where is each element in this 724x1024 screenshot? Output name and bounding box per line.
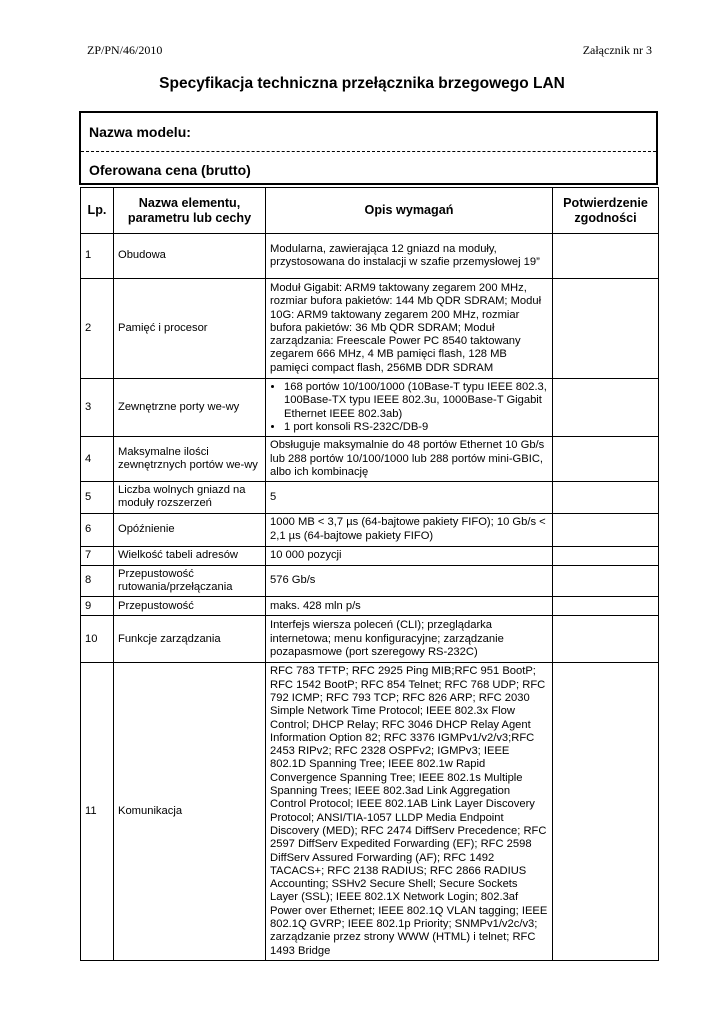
row-description: Interfejs wiersza poleceń (CLI); przeglądarka internetowa; menu konfiguracyjne; zarządzanie pozapasmowe (port szeregowy RS-232C) [266,616,553,663]
row-description: RFC 783 TFTP; RFC 2925 Ping MIB;RFC 951 BootP; RFC 1542 BootP; RFC 854 Telnet; RFC 768 UDP; RFC 792 ICMP; RFC 793 TCP; RFC 826 ARP; RFC 2030 Simple Network Time Protocol; IEEE 802.3x Flow Control; DHCP Relay; RFC 3046 DHCP Relay Agent Information Option 82; RFC 3376 IGMPv1/v2/v3;RFC 2453 RIPv2; RFC 2328 OSPFv2; IGMPv3; IEEE 802.1D Spanning Tree; IEEE 802.1w Rapid Convergence Spanning Tree; IEEE 802.1s Multiple Spanning Trees; IEEE 802.3ad Link Aggregation Control Protocol; IEEE 802.1AB Link Layer Discovery Protocol; ANSI/TIA-1057 LLDP Media Endpoint Discovery (MED); RFC 2474 DiffServ Precedence; RFC 2597 DiffServ Expedited Forwarding (EF); RFC 2598 DiffServ Assured Forwarding (AF); RFC 1492 TACACS+; RFC 2138 RADIUS; RFC 2866 RADIUS Accounting; SSHv2 Secure Shell; Secure Sockets Layer (SSL); IEEE 802.1X Network Login; 802.3af Power over Ethernet; IEEE 802.1Q VLAN tagging; IEEE 802.1Q GVRP; IEEE 802.1p Priority; SNMPv1/v2c/v3; zarządzanie przez strony WWW (HTML) i telnet; RFC 1493 Bridge [266,663,553,961]
table-row [81,616,659,663]
row-number: 1 [81,234,114,279]
row-element: Przepustowość rutowania/przełączania [114,565,266,597]
row-description: 1000 MB < 3,7 µs (64-bajtowe pakiety FIFO); 10 Gb/s < 2,1 µs (64-bajtowe pakiety FIFO) [266,513,553,546]
page-title: Specyfikacja techniczna przełącznika brzegowego LAN [159,75,565,92]
row-description: maks. 428 mln p/s [266,597,553,616]
row-confirmation-cell[interactable] [553,546,659,565]
row-confirmation-cell[interactable] [553,482,659,514]
row-element: Opóźnienie [114,513,266,546]
table-row [81,379,659,437]
row-element: Pamięć i procesor [114,279,266,379]
row-confirmation-cell[interactable] [553,565,659,597]
row-element: Obudowa [114,234,266,279]
table-row [81,565,659,597]
row-description [266,379,553,437]
row-element: Funkcje zarządzania [114,616,266,663]
row-description: 5 [266,482,553,514]
table-header-row [81,188,659,234]
table-row [81,663,659,961]
row-confirmation-cell[interactable] [553,234,659,279]
row-confirmation-cell[interactable] [553,663,659,961]
row-number: 6 [81,513,114,546]
row-confirmation-cell[interactable] [553,616,659,663]
row-element: Zewnętrzne porty we-wy [114,379,266,437]
table-row [81,482,659,514]
table-row [81,437,659,482]
row-element: Przepustowość [114,597,266,616]
attachment-label: Załącznik nr 3 [582,43,652,57]
ports-list [270,381,548,434]
table-row [81,234,659,279]
row-number: 10 [81,616,114,663]
row-number: 8 [81,565,114,597]
row-element: Wielkość tabeli adresów [114,546,266,565]
table-row [81,546,659,565]
row-element: Maksymalne ilości zewnętrznych portów we-wy [114,437,266,482]
row-confirmation-cell[interactable] [553,513,659,546]
table-row [81,513,659,546]
header-lp: Lp. [81,188,114,234]
row-description: 10 000 pozycji [266,546,553,565]
list-item: • 1 port konsoli RS-232C/DB-9 [284,421,548,434]
row-description: 576 Gb/s [266,565,553,597]
list-item: • 168 portów 10/100/1000 (10Base-T typu IEEE 802.3, 100Base-TX typu IEEE 802.3u, 1000Base-T Gigabit Ethernet IEEE 802.3ab) [284,381,548,421]
row-number: 7 [81,546,114,565]
header-requirements: Opis wymagań [266,188,553,234]
row-element: Liczba wolnych gniazd na moduły rozszerzeń [114,482,266,514]
model-name-field: Nazwa modelu: [81,113,656,152]
row-number: 4 [81,437,114,482]
row-confirmation-cell[interactable] [553,437,659,482]
header-confirmation: Potwierdzenie zgodności [553,188,659,234]
row-confirmation-cell[interactable] [553,379,659,437]
table-row [81,279,659,379]
offered-price-field: Oferowana cena (brutto) [89,162,251,178]
document-number: ZP/PN/46/2010 [87,43,163,57]
table-row [81,597,659,616]
row-number: 11 [81,663,114,961]
row-description: Obsługuje maksymalnie do 48 portów Ethernet 10 Gb/s lub 288 portów 10/100/1000 lub 288 portów mini-GBIC, albo ich kombinację [266,437,553,482]
row-description: Modularna, zawierająca 12 gniazd na moduły, przystosowana do instalacji w szafie przemysłowej 19” [266,234,553,279]
row-number: 9 [81,597,114,616]
row-number: 3 [81,379,114,437]
row-number: 2 [81,279,114,379]
specification-table [80,187,659,961]
header-element: Nazwa elementu, parametru lub cechy [114,188,266,234]
offer-box [79,111,658,185]
row-confirmation-cell[interactable] [553,597,659,616]
row-element: Komunikacja [114,663,266,961]
row-confirmation-cell[interactable] [553,279,659,379]
row-number: 5 [81,482,114,514]
row-description: Moduł Gigabit: ARM9 taktowany zegarem 200 MHz, rozmiar bufora pakietów: 144 Mb QDR SDRAM; Moduł 10G: ARM9 taktowany zegarem 200 MHz, rozmiar bufora pakietów: 36 Mb QDR SDRAM; Moduł zarządzania: Freescale Power PC 8540 taktowany zegarem 666 MHz, 4 MB pamięci flash, 128 MB pamięci compact flash, 256MB DDR SDRAM [266,279,553,379]
